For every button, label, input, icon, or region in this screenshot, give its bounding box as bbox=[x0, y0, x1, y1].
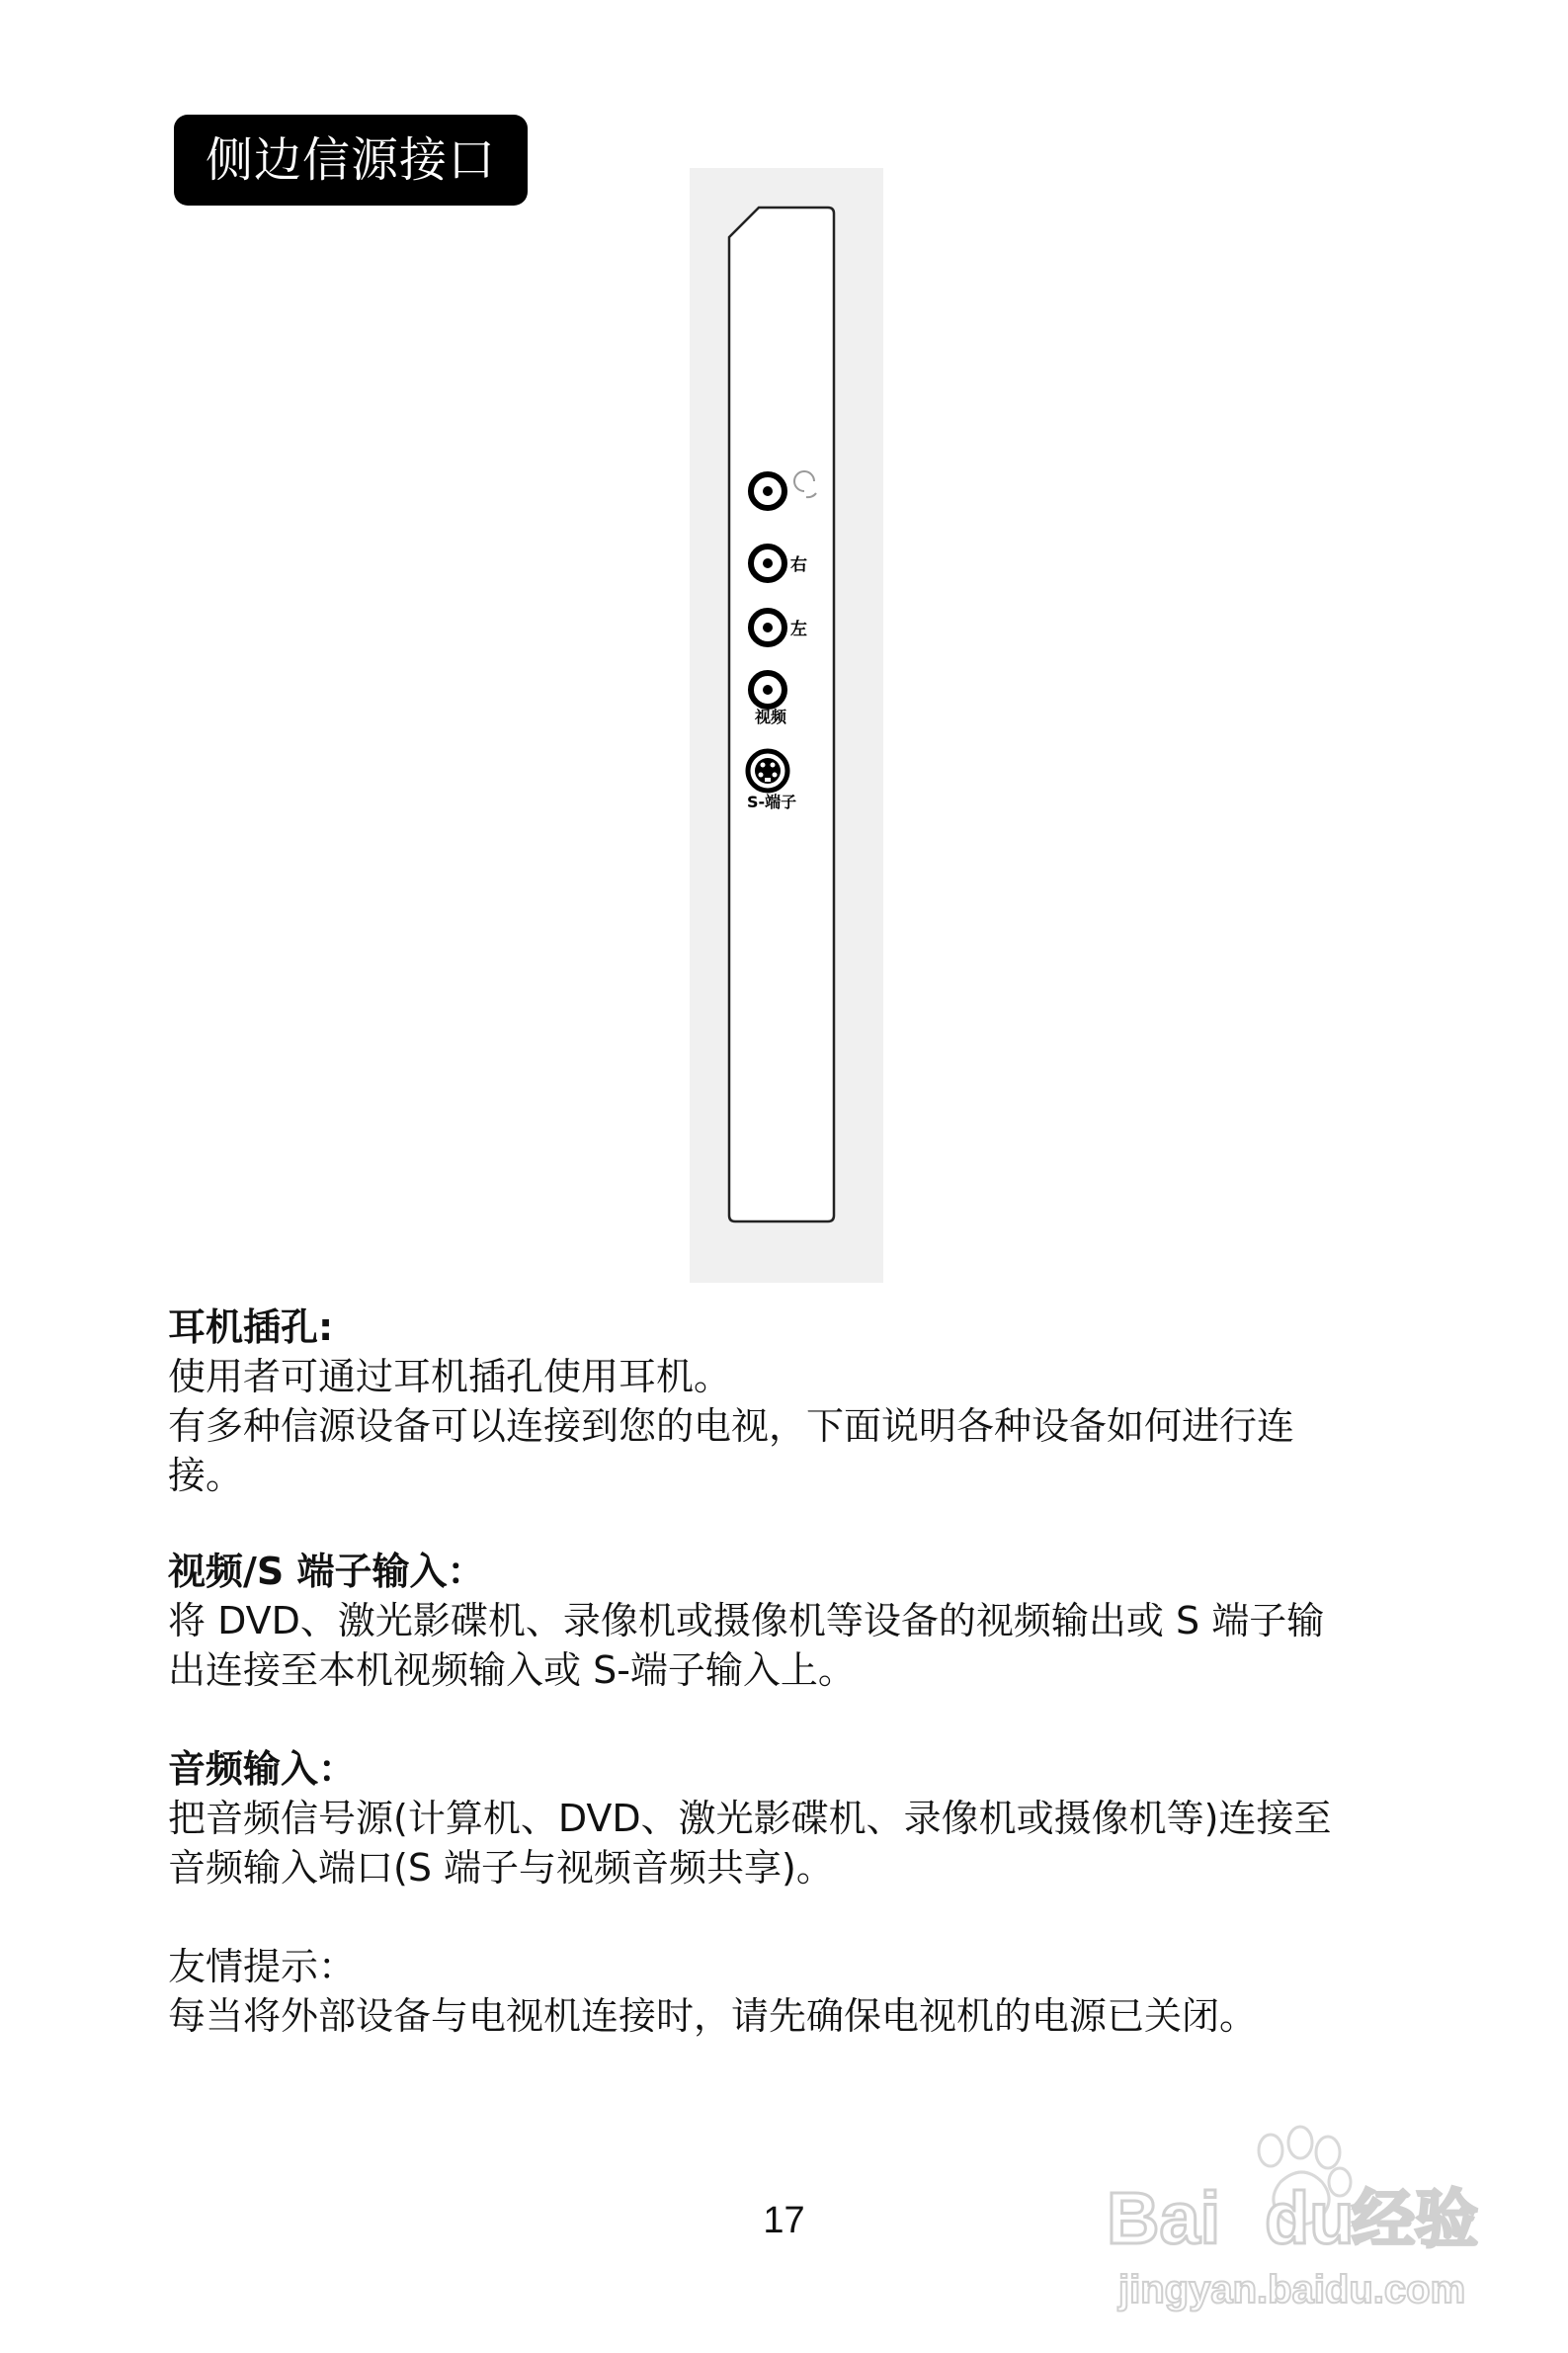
watermark-brand: Bai bbox=[1107, 2177, 1221, 2259]
video-s-heading: 视频/S 端子输入： bbox=[168, 1550, 485, 1593]
watermark-brand-tail: du bbox=[1265, 2177, 1355, 2259]
side-panel-diagram bbox=[690, 168, 883, 1283]
watermark-cn: 经验 bbox=[1352, 2184, 1478, 2257]
audio-heading: 音频输入： bbox=[168, 1747, 357, 1791]
headphone-line-1: 使用者可通过耳机插孔使用耳机。 bbox=[168, 1355, 732, 1398]
label-left: 左 bbox=[790, 620, 807, 639]
tip-line-1: 每当将外部设备与电视机连接时，请先确保电视机的电源已关闭。 bbox=[168, 1994, 1258, 2038]
video-s-line-1: 将 DVD、激光影碟机、录像机或摄像机等设备的视频输出或 S 端子输 bbox=[168, 1599, 1325, 1642]
section-title: 侧边信源接口 bbox=[174, 115, 528, 206]
video-s-section bbox=[168, 1547, 1413, 1695]
headphone-line-3: 接。 bbox=[168, 1454, 244, 1497]
baidu-watermark bbox=[1097, 2105, 1531, 2322]
video-s-line-2: 出连接至本机视频输入或 S-端子输入上。 bbox=[168, 1648, 856, 1692]
audio-line-1: 把音频信号源(计算机、DVD、激光影碟机、录像机或摄像机等)连接至 bbox=[168, 1797, 1332, 1840]
page-number: 17 bbox=[763, 2200, 805, 2241]
tip-heading: 友情提示： bbox=[168, 1945, 357, 1988]
headphone-line-2: 有多种信源设备可以连接到您的电视，下面说明各种设备如何进行连 bbox=[168, 1404, 1295, 1448]
headphone-section bbox=[168, 1303, 1413, 1500]
tip-section bbox=[168, 1942, 1413, 2041]
audio-line-2: 音频输入端口(S 端子与视频音频共享)。 bbox=[168, 1846, 834, 1890]
audio-section bbox=[168, 1744, 1413, 1892]
label-svideo: S-端子 bbox=[747, 793, 797, 811]
label-video: 视频 bbox=[755, 708, 787, 726]
headphone-heading: 耳机插孔: bbox=[168, 1305, 334, 1349]
label-right: 右 bbox=[790, 555, 807, 575]
watermark-url: jingyan.baidu.com bbox=[1118, 2268, 1466, 2311]
